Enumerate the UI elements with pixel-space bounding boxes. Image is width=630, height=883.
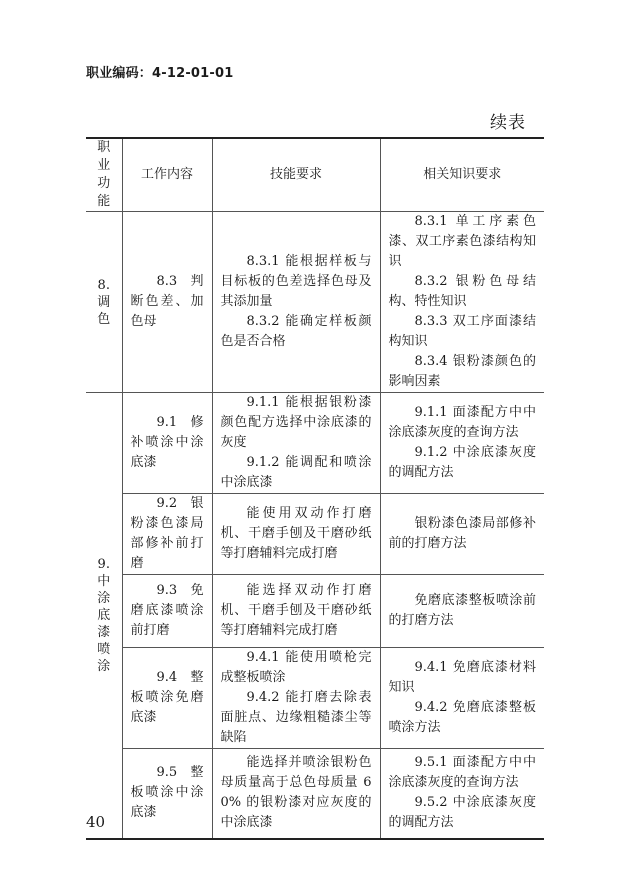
work-content-cell: 9.3 免磨底漆喷涂前打磨 xyxy=(122,575,212,648)
function-cell: 9. 中涂底漆喷涂 xyxy=(86,393,122,839)
table-row xyxy=(86,749,544,839)
knowledge-requirements-cell xyxy=(380,575,544,648)
table-row xyxy=(86,648,544,749)
knowledge-item: 9.1.1 面漆配方中中涂底漆灰度的查询方法 xyxy=(388,405,536,440)
skill-item: 9.1.2 能调配和喷涂中涂底漆 xyxy=(220,455,372,490)
skill-item: 能选择并喷涂银粉色母质量高于总色母质量 60% 的银粉漆对应灰度的中涂底漆 xyxy=(220,755,372,831)
knowledge-item: 9.4.2 免磨底漆整板喷涂方法 xyxy=(388,700,536,735)
function-cell: 8. 调色 xyxy=(86,212,122,393)
knowledge-requirements-cell xyxy=(380,393,544,494)
occupation-code: 职业编码：4-12-01-01 xyxy=(86,66,234,81)
work-content-cell: 9.2 银粉漆色漆局部修补前打磨 xyxy=(122,494,212,575)
knowledge-requirements-cell xyxy=(380,494,544,575)
work-content-cell: 9.4 整板喷涂免磨底漆 xyxy=(122,648,212,749)
table-row xyxy=(86,494,544,575)
skill-item: 能选择双动作打磨机、干磨手刨及干磨砂纸等打磨辅料完成打磨 xyxy=(220,583,372,638)
skill-item: 8.3.1 能根据样板与目标板的色差选择色母及其添加量 xyxy=(220,254,372,309)
table-header-row xyxy=(86,138,544,212)
table-row xyxy=(86,212,544,393)
work-content-cell: 8.3 判断色差、加色母 xyxy=(122,212,212,393)
column-header-knowledge: 相关知识要求 xyxy=(380,138,544,212)
skill-requirements-cell xyxy=(212,575,380,648)
skills-table xyxy=(86,137,544,840)
page-number: 40 xyxy=(86,813,106,831)
knowledge-item: 9.1.2 中涂底漆灰度的调配方法 xyxy=(388,445,536,480)
knowledge-requirements-cell xyxy=(380,749,544,839)
knowledge-item: 9.5.1 面漆配方中中涂底漆灰度的查询方法 xyxy=(388,755,536,791)
table-row xyxy=(86,393,544,494)
continued-table-label: 续表 xyxy=(490,113,526,133)
skill-item: 9.1.1 能根据银粉漆颜色配方选择中涂底漆的灰度 xyxy=(220,395,372,450)
skill-requirements-cell xyxy=(212,393,380,494)
work-content-cell: 9.1 修补喷涂中涂底漆 xyxy=(122,393,212,494)
knowledge-requirements-cell xyxy=(380,648,544,749)
skill-item: 能使用双动作打磨机、干磨手刨及干磨砂纸等打磨辅料完成打磨 xyxy=(220,506,372,561)
skill-item: 9.4.1 能使用喷枪完成整板喷涂 xyxy=(220,650,372,685)
knowledge-item: 8.3.4 银粉漆颜色的影响因素 xyxy=(388,354,536,389)
knowledge-requirements-cell xyxy=(380,212,544,393)
column-header-function: 职业功能 xyxy=(86,138,122,212)
column-header-work: 工作内容 xyxy=(122,138,212,212)
knowledge-item: 银粉漆色漆局部修补前的打磨方法 xyxy=(388,516,536,551)
knowledge-item: 免磨底漆整板喷涂前的打磨方法 xyxy=(388,593,536,628)
skill-item: 9.4.2 能打磨去除表面脏点、边缘粗糙漆尘等缺陷 xyxy=(220,690,372,745)
knowledge-item: 8.3.1 单工序素色漆、双工序素色漆结构知识 xyxy=(388,214,536,269)
work-content-cell: 9.5 整板喷涂中涂底漆 xyxy=(122,749,212,839)
skill-requirements-cell xyxy=(212,212,380,393)
skill-requirements-cell xyxy=(212,494,380,575)
column-header-skills: 技能要求 xyxy=(212,138,380,212)
skill-item: 8.3.2 能确定样板颜色是否合格 xyxy=(220,314,372,349)
skill-requirements-cell xyxy=(212,648,380,749)
skill-requirements-cell xyxy=(212,749,380,839)
knowledge-item: 8.3.2 银粉色母结构、特性知识 xyxy=(388,274,536,309)
knowledge-item: 9.4.1 免磨底漆材料知识 xyxy=(388,660,536,695)
knowledge-item: 9.5.2 中涂底漆灰度的调配方法 xyxy=(388,795,536,831)
table-row xyxy=(86,575,544,648)
knowledge-item: 8.3.3 双工序面漆结构知识 xyxy=(388,314,536,349)
